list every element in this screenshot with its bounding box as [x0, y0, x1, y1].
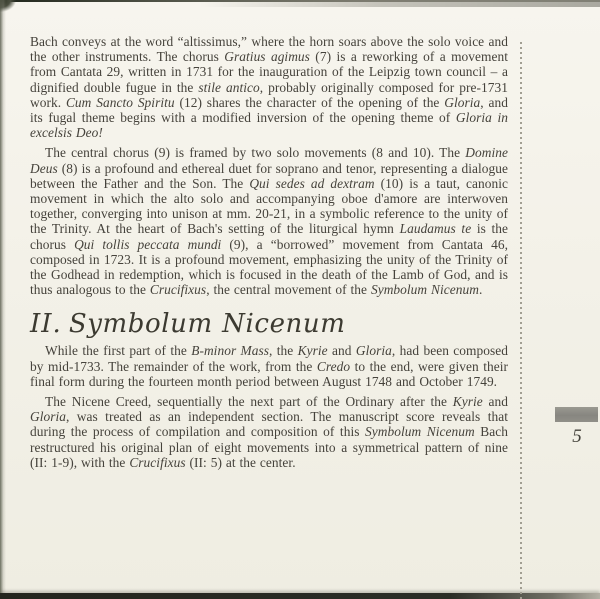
paragraph-4: The Nicene Creed, sequentially the next part of the Ordinary after the Kyrie and Gloria, was treated as an independent section. The manuscript score reveals that during the process of compilation and composition of this Symbolum Nicenum Bach restructured his original plan of eight movements into a symmetrical pattern of nine (II: 1-9), with the Crucifixus (II: 5) at the center. — [30, 394, 508, 470]
scan-edge-bottom — [0, 593, 600, 599]
paragraph-2: The central chorus (9) is framed by two solo movements (8 and 10). The Domine Deus (8) is a profound and ethereal duet for soprano and tenor, representing a dialogue between the Father and the Son. The Qui sedes ad dextram (10) is a taut, canonic movement in which the alto solo and accompanying oboe d'amore are interwoven together, converging into unison at mm. 20-21, in a symbolic reference to the unity of the Trinity. At the heart of Bach's setting of the liturgical hymn Laudamus te is the chorus Qui tollis peccata mundi (9), a “borrowed” movement from Cantata 46, composed in 1723. It is a profound movement, emphasizing the unity of the Trinity of the Godhead in redemption, which is focused in the death of the Lamb of God, and is thus analogous to the Crucifixus, the central movement of the Symbolum Nicenum. — [30, 145, 509, 298]
scan-edge-left — [0, 0, 6, 599]
text-column — [30, 34, 508, 475]
page-number: 5 — [572, 426, 582, 447]
section-heading-number: II. — [30, 309, 62, 340]
section-heading-title: Symbolum Nicenum — [68, 309, 346, 340]
scan-edge-top-shadow — [200, 0, 600, 7]
perforation-dotted-line — [520, 42, 522, 599]
paragraph-1: Bach conveys at the word “altissimus,” where the horn soars above the solo voice and the other instruments. The chorus Gratius agimus (7) is a reworking of a movement from Cantata 29, written in 1731 for the inauguration of the Leipzig town council – a dignified double fugue in the stile antico, probably originally composed for pre-1731 work. Cum Sancto Spiritu (12) shares the character of the opening of the Gloria, and its fugal theme begins with a modified inversion of the opening theme of Gloria in excelsis Deo! — [30, 34, 508, 141]
paragraph-3: While the first part of the B-minor Mass, the Kyrie and Gloria, had been composed by mid-1733. The remainder of the work, from the Credo to the end, were given their final form during the fourteen month period between August 1748 and October 1749. — [30, 343, 509, 389]
page-number-bar — [555, 407, 598, 422]
section-heading — [30, 309, 508, 339]
